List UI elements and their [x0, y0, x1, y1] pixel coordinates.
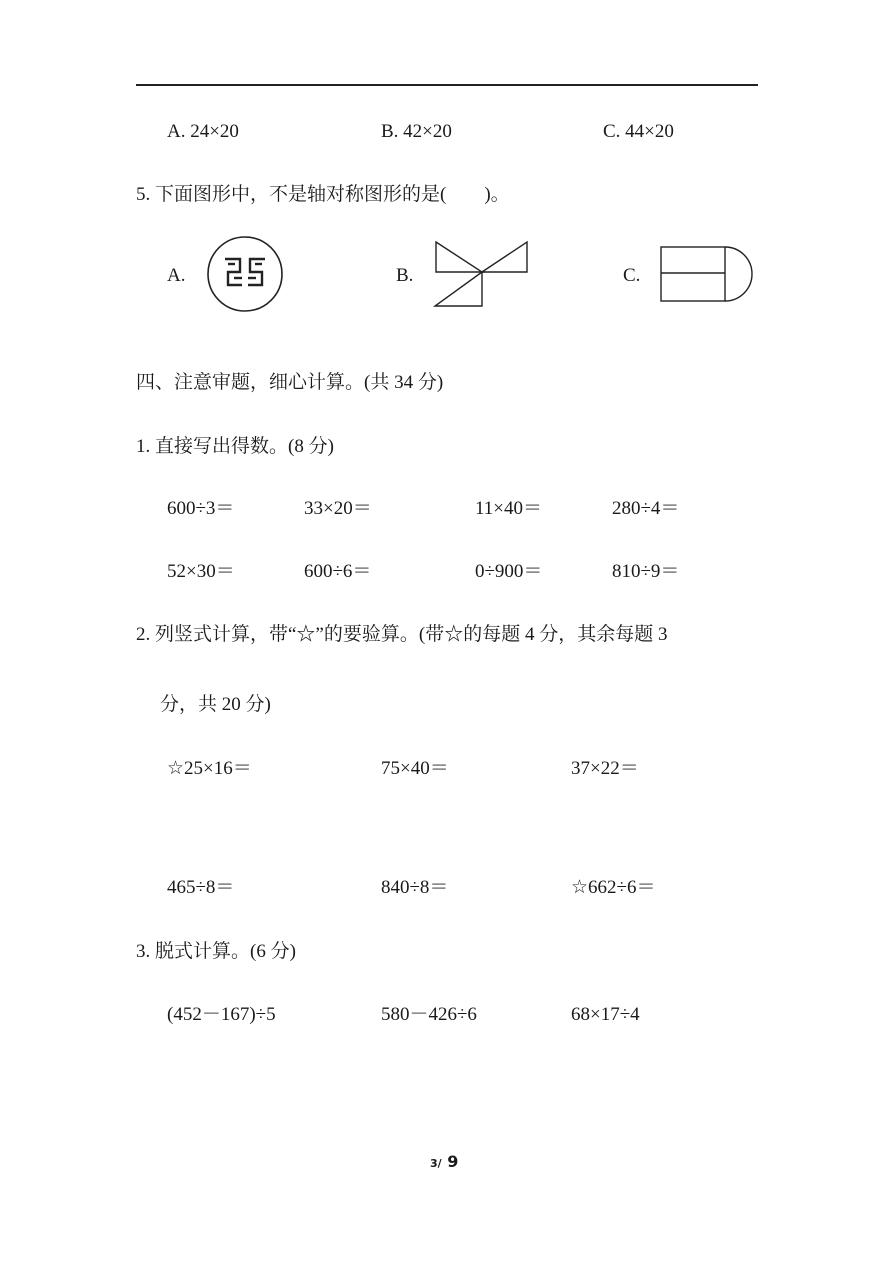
p2-stem-line1: 2. 列竖式计算，带“☆”的要验算。(带☆的每题 4 分，其余每题 3 — [136, 624, 668, 645]
q4-option-c: C. 44×20 — [603, 121, 674, 142]
p1-r2-item3: 0÷900＝ — [475, 561, 543, 582]
page-number — [430, 1152, 458, 1171]
p3-item3: 68×17÷4 — [571, 1004, 640, 1025]
p1-r1-item3: 11×40＝ — [475, 498, 543, 519]
p1-r2-item1: 52×30＝ — [167, 561, 235, 582]
p1-r1-item1: 600÷3＝ — [167, 498, 235, 519]
p2-r2-item2: 840÷8＝ — [381, 877, 449, 898]
p2-r2-item3: ☆662÷6＝ — [571, 877, 656, 898]
q4-option-a: A. 24×20 — [167, 121, 239, 142]
page-total: 9 — [447, 1152, 459, 1171]
p2-r1-item1: ☆25×16＝ — [167, 758, 252, 779]
p3-item1: (452－167)÷5 — [167, 1004, 276, 1025]
p2-stem-line2: 分，共 20 分) — [160, 694, 271, 715]
q5-figure-a-circle-pattern — [204, 234, 288, 314]
p1-r2-item2: 600÷6＝ — [304, 561, 372, 582]
q5-label-b: B. — [396, 265, 414, 286]
q5-stem: 5. 下面图形中，不是轴对称图形的是( )。 — [136, 184, 510, 205]
p3-item2: 580－426÷6 — [381, 1004, 477, 1025]
q5-figure-c-rect-semicircle — [658, 244, 754, 304]
p2-r2-item1: 465÷8＝ — [167, 877, 235, 898]
page-current: 3/ — [430, 1157, 442, 1170]
q5-figure-b-triangles — [432, 238, 530, 310]
p1-r1-item2: 33×20＝ — [304, 498, 372, 519]
section4-title: 四、注意审题，细心计算。(共 34 分) — [136, 372, 444, 393]
q4-option-b: B. 42×20 — [381, 121, 452, 142]
p3-stem: 3. 脱式计算。(6 分) — [136, 941, 296, 962]
q5-label-a: A. — [167, 265, 186, 286]
header-rule — [136, 84, 758, 86]
p1-r1-item4: 280÷4＝ — [612, 498, 680, 519]
p1-stem: 1. 直接写出得数。(8 分) — [136, 436, 334, 457]
q5-label-c: C. — [623, 265, 641, 286]
p2-r1-item2: 75×40＝ — [381, 758, 449, 779]
p1-r2-item4: 810÷9＝ — [612, 561, 680, 582]
p2-r1-item3: 37×22＝ — [571, 758, 639, 779]
